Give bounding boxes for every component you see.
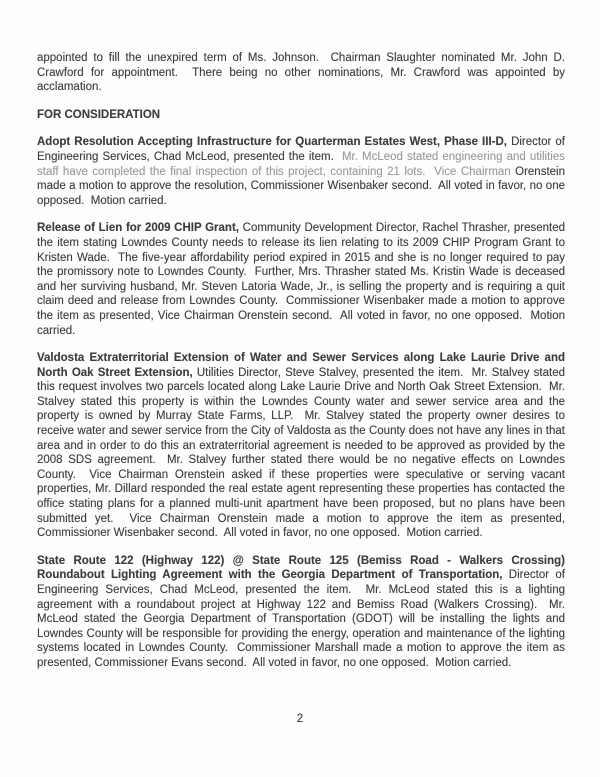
paragraph-text: Director of Engineering Services, Chad McLeod, presented the item. Mr. McLeod stated this is a lighting agreement with a roundabout project at Highway 122 and Bemiss Road (Walkers Crossing). Mr. McLeod stated the Georgia Department of Transportation (GDOT) will be installing the lights and Lowndes County will be responsible for providing the energy, operation and maintenance of the lighting systems located in Lowndes County. Commissioner Marshall made a motion to approve the item as presented, Commissioner Evans second. All voted in favor, no one opposed. Motion carried.: [37, 569, 569, 669]
item-title: Release of Lien for 2009 CHIP Grant,: [37, 222, 239, 235]
paragraph-release-of-lien: [37, 221, 569, 338]
paragraph-roundabout-lighting: [37, 554, 569, 671]
document-page: [37, 51, 569, 684]
page-number: 2: [296, 713, 304, 725]
item-title: Valdosta Extraterritorial Extension of Water and Sewer Services along Lake Laurie Drive and North Oak Street Extension,: [37, 352, 569, 379]
paragraph-text: Orenstein made a motion to approve the resolution, Commissioner Wisenbaker second. All voted in favor, no one opposed. Motion carried.: [37, 165, 569, 207]
paragraph-valdosta-extension: [37, 351, 569, 541]
paragraph-adopt-resolution: [37, 135, 569, 208]
paragraph-appointment: [37, 51, 569, 95]
paragraph-text: Director of Engineering Services, Chad McLeod, presented the item.: [37, 136, 569, 163]
section-heading: FOR CONSIDERATION: [37, 108, 161, 121]
item-title: State Route 122 (Highway 122) @ State Route 125 (Bemiss Road - Walkers Crossing) Roundabout Lighting Agreement with the Georgia Department of Transportation,: [37, 554, 569, 582]
paragraph-text: Community Development Director, Rachel Thrasher, presented the item stating Lowndes County needs to release its lien relating to its 2009 CHIP Program Grant to Kristen Wade. The five-year affordability period expired in 2015 and she is no longer required to pay the promissory note to Lowndes County. Further, Mrs. Thrasher stated Ms. Kristin Wade is deceased and her surviving husband, Mr. Steven Latoria Wade, Jr., is selling the property and is requiring a quit claim deed and release from Lowndes County. Commissioner Wisenbaker made a motion to approve the item as presented, Vice Chairman Orenstein second. All voted in favor, no one opposed. Motion carried.: [37, 222, 569, 337]
paragraph-text-muted: Mr. McLeod stated engineering and utilities staff have completed the final inspection of this project, containing 21 lots. Vice Chairman: [37, 150, 569, 178]
paragraph-text: appointed to fill the unexpired term of Ms. Johnson. Chairman Slaughter nominated Mr. John D. Crawford for appointment. There being no other nominations, Mr. Crawford was appointed by acclamation.: [37, 52, 569, 94]
paragraph-text: Utilities Director, Steve Stalvey, presented the item. Mr. Stalvey stated this request involves two parcels located along Lake Laurie Drive and North Oak Street Extension. Mr. Stalvey stated this property is within the Lowndes County water and sewer service area and the property is owned by Murray State Farms, LLP. Mr. Stalvey stated the property owner desires to receive water and sewer service from the City of Valdosta as the County does not have any lines in that area and in order to do this an extraterritorial agreement is needed to be approved as provided by the 2008 SDS agreement. Mr. Stalvey further stated there would be no negative effects on Lowndes County. Vice Chairman Orenstein asked if these properties were speculative or serving vacant properties, Mr. Dillard responded the real estate agent representing these properties has contacted the office stating plans for a planned multi-unit apartment have been proposed, but no plans have been submitted yet. Vice Chairman Orenstein made a motion to approve the item as presented, Commissioner Wisenbaker second. All voted in favor, no one opposed. Motion carried.: [37, 366, 569, 540]
item-title: Adopt Resolution Accepting Infrastructure for Quarterman Estates West, Phase III-D,: [37, 136, 507, 149]
